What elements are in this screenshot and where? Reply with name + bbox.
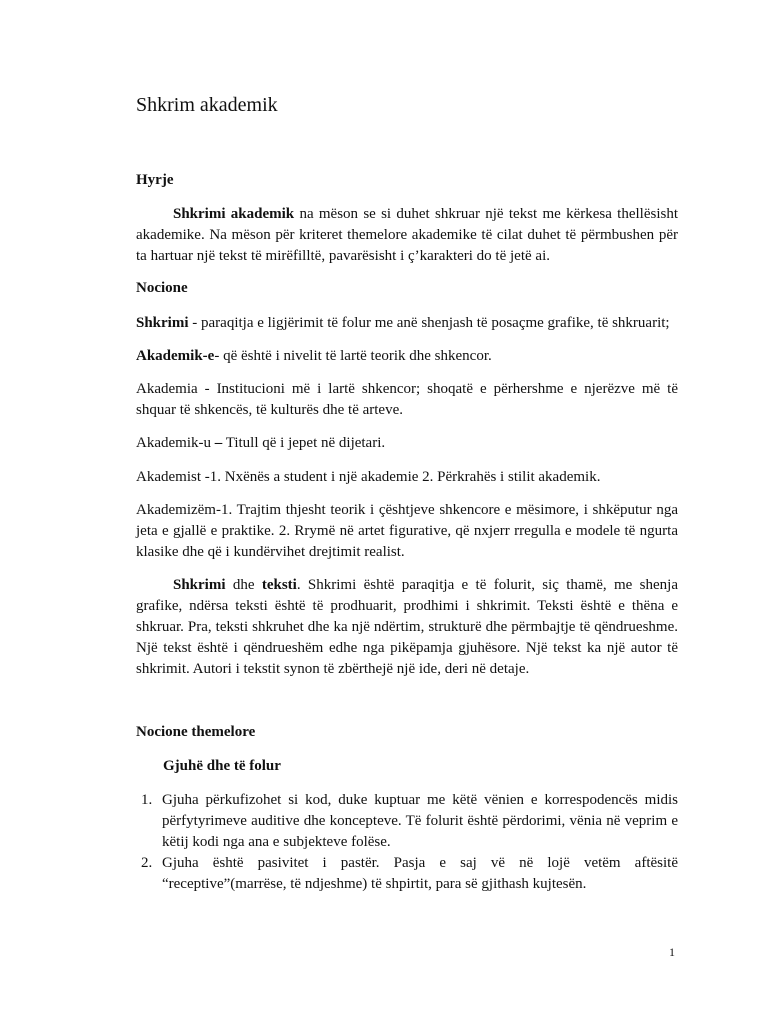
subheading-gjuhe-dhe-te-folur: Gjuhë dhe të folur — [163, 758, 281, 774]
list-item-number: 2. — [141, 855, 153, 871]
connector-dhe: dhe — [225, 577, 262, 593]
term-shkrimi-2: Shkrimi — [173, 577, 226, 593]
list-item-text: Gjuha përkufizohet si kod, duke kuptuar me këtë vënien e korrespodencës midis përfytyrimeve auditive dhe koncepteve. Të folurit është përdorimi, vënia në veprim e këtij kodi nga ana e subjekteve folëse. — [162, 792, 678, 850]
paragraph-shkrimi-dhe-teksti-text: . Shkrimi është paraqitja e të folurit, siç thamë, me shenja grafike, ndërsa teksti është të prodhuarit, prodhimi i shkrimit. Teksti është e thëna e shkruar. Pra, teksti shkruhet dhe ka një ndërtim, strukturë dhe përmbajtje të qëndrueshme. Një tekst është i qëndrueshëm edhe nga pikëpamja gjuhësore. Një tekst ka një autor të shkrimit. Autori i tekstit synon të zbërthejë një ide, deri në detaje. — [136, 577, 678, 677]
heading-nocione-themelore: Nocione themelore — [136, 724, 256, 740]
term-shkrimi-akademik: Shkrimi akademik — [173, 206, 295, 222]
definition-akademik-u — [136, 433, 678, 454]
definition-shkrimi — [136, 313, 678, 334]
heading-hyrje: Hyrje — [136, 172, 174, 188]
definition-shkrimi-text: - paraqitja e ligjërimit të folur me anë shenjash të posaçme grafike, të shkruarit; — [188, 315, 670, 331]
document-page — [136, 0, 678, 1024]
paragraph-shkrimi-dhe-teksti — [136, 575, 678, 680]
numbered-list — [136, 790, 678, 895]
intro-text: na mëson se si duhet shkruar një tekst me kërkesa thellësisht akademike. Na mëson për kriteret themelore akademike të cilat duhet të përmbushen për ta hartuar një tekst të mirëfilltë, pavarësisht i ç’karakteri do të jetë ai. — [136, 206, 678, 264]
en-dash: – — [214, 435, 223, 451]
definition-akademia: Akademia - Institucioni më i lartë shkencor; shoqatë e përhershme e njerëzve më të shquar të shkencës, të kulturës dhe të arteve. — [136, 381, 678, 418]
term-shkrimi: Shkrimi — [136, 315, 189, 331]
page-number: 1 — [669, 945, 675, 959]
definition-akademist: Akademist -1. Nxënës a student i një akademie 2. Përkrahës i stilit akademik. — [136, 469, 601, 485]
document-title: Shkrim akademik — [136, 94, 278, 116]
term-akademik-u: Akademik-u — [136, 435, 215, 451]
definition-akademizem: Akademizëm-1. Trajtim thjesht teorik i çështjeve shkencore e mësimore, i shkëputur nga jeta e gjallë e praktike. 2. Rrymë në artet figurative, që nxjerr rregulla e modele të ngurta klasike dhe që i kundërvihet drejtimit realist. — [136, 502, 678, 560]
heading-nocione: Nocione — [136, 280, 188, 296]
list-item — [136, 853, 678, 895]
paragraph-intro — [136, 204, 678, 267]
list-item — [136, 790, 678, 853]
list-item-number: 1. — [141, 792, 153, 808]
term-teksti: teksti — [261, 577, 297, 593]
definition-akademik-e — [136, 346, 678, 367]
list-item-text: Gjuha është pasivitet i pastër. Pasja e saj vë në lojë vetëm aftësitë “receptive”(marrëse, të ndjeshme) të shpirtit, para së gjithash kujtesën. — [162, 855, 678, 892]
term-akademik-e: Akademik-e — [136, 348, 215, 364]
definition-akademik-e-text: - që është i nivelit të lartë teorik dhe shkencor. — [214, 348, 492, 364]
definition-akademik-u-text: Titull që i jepet në dijetari. — [222, 435, 386, 451]
